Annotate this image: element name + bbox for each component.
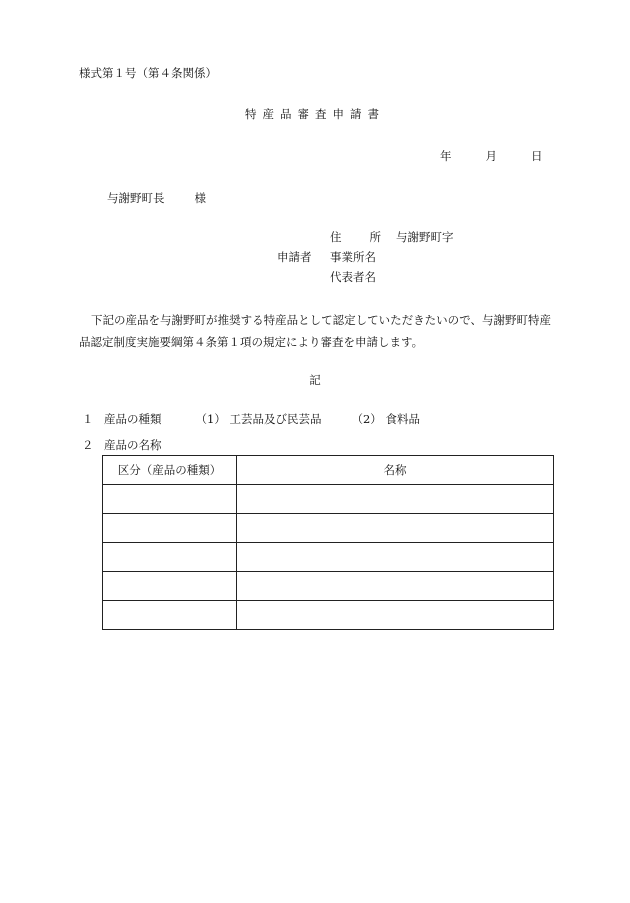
- addressee-name: 与謝野町長: [107, 191, 165, 205]
- item-product-name: [82, 437, 162, 453]
- table-row: [103, 543, 554, 572]
- table-cell-category[interactable]: [103, 485, 237, 514]
- date-day-label: 日: [531, 149, 543, 163]
- table-row: [103, 485, 554, 514]
- table-header-row: [103, 456, 554, 485]
- table-cell-category[interactable]: [103, 514, 237, 543]
- ki-heading: 記: [309, 373, 321, 387]
- document-title: 特産品審査申請書: [245, 107, 385, 121]
- item-product-type-number: １: [82, 412, 94, 426]
- date-month-label: 月: [485, 149, 497, 163]
- table-row: [103, 514, 554, 543]
- option-crafts[interactable]: （1） 工芸品及び民芸品: [195, 412, 322, 426]
- column-header-name: 名称: [237, 456, 554, 485]
- table-cell-name[interactable]: [237, 543, 554, 572]
- applicant-label: 申請者: [277, 250, 312, 264]
- item-product-name-number: ２: [82, 438, 94, 452]
- table-cell-category[interactable]: [103, 601, 237, 630]
- product-table: [102, 455, 554, 630]
- table-cell-category[interactable]: [103, 543, 237, 572]
- applicant-address-value: 与謝野町字: [396, 230, 454, 244]
- table-cell-name[interactable]: [237, 514, 554, 543]
- applicant-representative-label: 代表者名: [330, 270, 376, 284]
- table-row: [103, 572, 554, 601]
- form-number: 様式第１号（第４条関係）: [79, 66, 217, 80]
- option-food[interactable]: （2） 食料品: [351, 412, 420, 426]
- table-cell-name[interactable]: [237, 601, 554, 630]
- date-year-label: 年: [440, 149, 452, 163]
- item-product-name-label: 産品の名称: [104, 438, 162, 452]
- table-row: [103, 601, 554, 630]
- date-line: [440, 148, 543, 164]
- table-cell-category[interactable]: [103, 572, 237, 601]
- addressee: [107, 190, 206, 206]
- addressee-honorific: 様: [194, 191, 206, 205]
- applicant-address-label: 住所: [330, 230, 409, 244]
- request-body-text: 下記の産品を与謝野町が推奨する特産品として認定していただきたいので、与謝野町特産品認定制度実施要綱第４条第１項の規定により審査を申請します。: [79, 313, 551, 349]
- item-product-type: [82, 411, 420, 427]
- column-header-category: 区分（産品の種類）: [103, 456, 237, 485]
- table-cell-name[interactable]: [237, 572, 554, 601]
- item-product-type-label: 産品の種類: [104, 412, 162, 426]
- table-cell-name[interactable]: [237, 485, 554, 514]
- applicant-office-label: 事業所名: [330, 250, 376, 264]
